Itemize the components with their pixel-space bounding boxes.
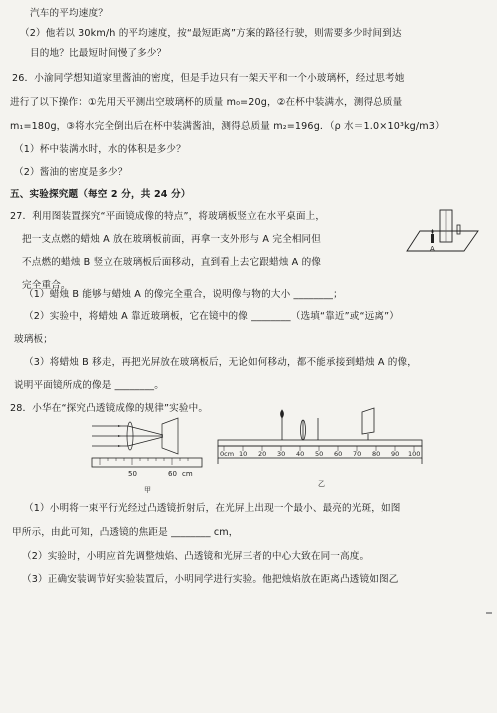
bench-tick-label: 70 (353, 450, 362, 458)
bench-tick-label: 80 (372, 450, 381, 458)
candle-a-label: A (430, 245, 435, 253)
lens-focal-figure (88, 414, 208, 498)
question-28-stem: 28．小华在“探究凸透镜成像的规律”实验中。 (10, 403, 209, 414)
question-26-stem: 26．小渝同学想知道家里酱油的密度，但是手边只有一架天平和一个小玻璃杯，经过思考她 (12, 73, 405, 84)
text-line: （3）将蜡烛 B 移走，再把光屏放在玻璃板后，无论如何移动，都不能承接到蜡烛 A 的像， (24, 357, 418, 368)
bench-tick-label: 50 (315, 450, 324, 458)
text-line: 甲所示，由此可知，凸透镜的焦距是 ________ cm， (12, 527, 239, 538)
bench-tick-label: 60 (334, 450, 343, 458)
text-line: （2）他若以 30km/h 的平均速度，按“最短距离”方案的路径行驶，则需要多少时间到达 (20, 28, 402, 39)
optical-bench-figure (212, 404, 428, 494)
text-line: 把一支点燃的蜡烛 A 放在玻璃板前面，再拿一支外形与 A 完全相同但 (22, 234, 322, 245)
ruler-unit-label: cm (182, 470, 193, 478)
figure-caption: 甲 (144, 486, 151, 494)
text-line: （1）杯中装满水时，水的体积是多少？ (14, 144, 186, 155)
text-line: （3）正确安装调节好实验装置后，小明同学进行实验。他把烛焰放在距离凸透镜如图乙 (22, 574, 399, 585)
text-line: （1）蜡烛 B 能够与蜡烛 A 的像完全重合，说明像与物的大小 ________； (24, 289, 343, 300)
mirror-setup-figure (404, 207, 480, 259)
text-line: m₁=180g，③将水完全倒出后在杯中装满酱油，测得总质量 m₂=196g．（ρ 水＝1.0×10³kg/m3） (10, 121, 445, 132)
ruler-tick-label: 60 (168, 470, 177, 478)
question-27-stem: 27．利用图装置探究“平面镜成像的特点”，将玻璃板竖立在水平桌面上， (10, 211, 326, 222)
text-line: 玻璃板； (14, 334, 53, 345)
text-line: 进行了以下操作：①先用天平测出空玻璃杯的质量 m₀=20g，②在杯中装满水，测得总质量 (10, 97, 403, 108)
figure-caption: 乙 (318, 480, 325, 488)
text-line: 完全重合。 (22, 280, 71, 291)
section-heading: 五、实验探究题（每空 2 分，共 24 分） (10, 189, 191, 200)
text-line: （2）酱油的密度是多少？ (14, 167, 128, 178)
bench-tick-label: 100 (408, 450, 421, 458)
text-line: （1）小明将一束平行光经过凸透镜折射后，在光屏上出现一个最小、最亮的光斑，如图 (24, 503, 401, 514)
bench-tick-label: 40 (296, 450, 305, 458)
text-line: （2）实验时，小明应首先调整烛焰、凸透镜和光屏三者的中心大致在同一高度。 (22, 551, 370, 562)
text-line: 目的地？比最短时间慢了多少？ (30, 48, 167, 59)
text-line: 不点燃的蜡烛 B 竖立在玻璃板后面移动，直到看上去它跟蜡烛 A 的像 (22, 257, 322, 268)
bench-tick-label: 0cm (220, 450, 235, 458)
text-line: 汽车的平均速度？ (30, 8, 108, 19)
bench-tick-label: 90 (391, 450, 400, 458)
bench-tick-label: 20 (258, 450, 267, 458)
bench-tick-label: 10 (239, 450, 248, 458)
text-line: 说明平面镜所成的像是 ________。 (14, 380, 164, 391)
bench-tick-label: 30 (277, 450, 286, 458)
page-edge-mark (486, 612, 492, 614)
ruler-tick-label: 50 (128, 470, 137, 478)
text-line: （2）实验中，将蜡烛 A 靠近玻璃板，它在镜中的像 ________（选填“靠近”或“远离”） (24, 311, 399, 322)
